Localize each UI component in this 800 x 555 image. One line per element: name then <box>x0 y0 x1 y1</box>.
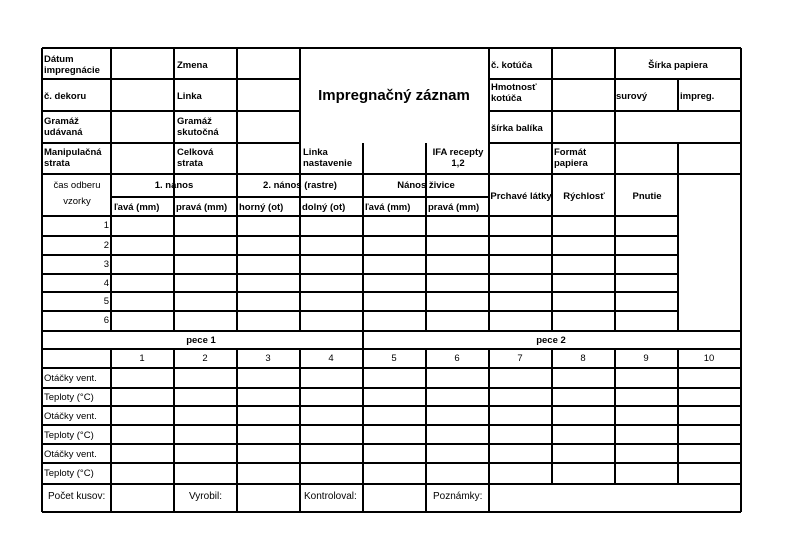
grid-line-h <box>42 462 741 464</box>
grid-line-v <box>551 143 553 174</box>
label-horny-ot: horný (ot) <box>239 202 284 213</box>
label-zmena: Zmena <box>177 60 208 71</box>
grid-line-v <box>362 174 364 331</box>
pece-zone-number: 9 <box>643 353 649 364</box>
grid-line-v <box>110 174 112 331</box>
label-pece-2: pece 2 <box>536 335 566 346</box>
label-gramaz-skutocna: Gramáž skutočná <box>177 116 219 138</box>
label-pece-1: pece 1 <box>186 335 216 346</box>
grid-line-v <box>236 174 238 331</box>
label-kontroloval: Kontroloval: <box>304 491 357 502</box>
sample-row-number: 6 <box>103 315 109 326</box>
label-linka: Linka <box>177 91 202 102</box>
label-c-dekoru: č. dekoru <box>44 91 87 102</box>
label-poznamky: Poznámky: <box>433 491 483 502</box>
grid-line-h <box>42 291 678 293</box>
pece-zone-number: 7 <box>517 353 523 364</box>
pece-row-label: Otáčky vent. <box>44 373 97 384</box>
grid-line-v <box>299 48 301 174</box>
grid-line-v <box>110 484 112 512</box>
pece-zone-number: 10 <box>703 353 715 364</box>
grid-line-h <box>42 330 741 332</box>
label-sirka-papiera: Šírka papiera <box>648 60 708 71</box>
grid-line-h <box>42 310 678 312</box>
grid-line-h <box>42 78 300 80</box>
pece-row-label: Teploty (°C) <box>44 468 94 479</box>
label-surovy: surový <box>616 91 648 102</box>
label-pocet-kusov: Počet kusov: <box>48 491 106 502</box>
grid-line-v <box>425 143 427 174</box>
label-hmotnost-kotuca: Hmotnosť kotúča <box>491 82 537 104</box>
grid-line-v <box>110 48 112 174</box>
label-lava-mm-1: ľavá (mm) <box>114 202 160 213</box>
grid-line-v <box>677 79 679 111</box>
pece-zone-number: 4 <box>328 353 334 364</box>
grid-line-h <box>42 235 678 237</box>
grid-line-v <box>362 331 364 349</box>
grid-line-h <box>42 110 300 112</box>
grid-line-h <box>42 273 678 275</box>
pece-zone-number: 6 <box>454 353 460 364</box>
label-nanos-zivice: Nános živice <box>397 180 455 191</box>
label-format-papiera: Formát papiera <box>554 147 588 169</box>
grid-line-v <box>425 484 427 512</box>
grid-line-h <box>42 405 741 407</box>
grid-line-v <box>236 484 238 512</box>
sample-row-number: 4 <box>103 278 109 289</box>
pece-row-label: Teploty (°C) <box>44 392 94 403</box>
grid-line-v <box>614 174 616 331</box>
label-vyrobil: Vyrobil: <box>189 491 222 502</box>
grid-line-h <box>42 215 678 217</box>
pece-zone-number: 8 <box>580 353 586 364</box>
grid-line-v <box>551 48 553 143</box>
grid-line-h <box>42 47 741 49</box>
label-rychlost: Rýchlosť <box>563 191 605 202</box>
sample-row-number: 1 <box>103 220 109 231</box>
label-prava-mm-1: pravá (mm) <box>176 202 228 213</box>
label-impreg: impreg. <box>680 91 715 102</box>
pece-row-label: Otáčky vent. <box>44 449 97 460</box>
label-gramaz-udavana: Gramáž udávaná <box>44 116 83 138</box>
label-manipulacna-strata: Manipulačná strata <box>44 147 102 169</box>
pece-row-label: Teploty (°C) <box>44 430 94 441</box>
pece-zone-number: 1 <box>139 353 145 364</box>
label-1-nanos: 1. nános <box>154 180 194 191</box>
grid-line-v <box>173 48 175 174</box>
label-dolny-ot: dolný (ot) <box>302 202 346 213</box>
grid-line-v <box>173 174 175 331</box>
grid-line-v <box>488 484 490 512</box>
label-cas-odberu: čas odberu vzorky <box>53 180 101 207</box>
sample-row-number: 3 <box>103 259 109 270</box>
grid-line-h <box>42 387 741 389</box>
label-datum-impregnacie: Dátum impregnácie <box>44 54 100 76</box>
pece-zone-number: 3 <box>265 353 271 364</box>
sample-row-number: 5 <box>103 296 109 307</box>
grid-line-v <box>488 48 490 174</box>
form-title: Impregnačný záznam <box>318 87 470 104</box>
pece-row-label: Otáčky vent. <box>44 411 97 422</box>
grid-line-v <box>173 484 175 512</box>
grid-line-v <box>299 484 301 512</box>
label-sirka-balika: šírka balíka <box>491 123 543 134</box>
grid-line-v <box>362 143 364 174</box>
grid-line-h <box>42 254 678 256</box>
grid-line-h <box>42 483 741 485</box>
grid-line-v <box>425 174 427 331</box>
label-linka-nastavenie: Linka nastavenie <box>303 147 353 169</box>
grid-line-h <box>42 348 741 350</box>
label-prava-mm-2: pravá (mm) <box>428 202 480 213</box>
pece-zone-number: 2 <box>202 353 208 364</box>
label-pnutie: Pnutie <box>632 191 662 202</box>
label-c-kotuca: č. kotúča <box>491 60 533 71</box>
grid-line-v <box>677 143 679 331</box>
label-prchave-latky: Prchavé látky <box>490 191 552 202</box>
pece-zone-number: 5 <box>391 353 397 364</box>
grid-line-h <box>42 142 300 144</box>
grid-line-h <box>42 443 741 445</box>
label-ifa-recepty: IFA recepty 1,2 <box>432 147 484 169</box>
grid-line-h <box>42 173 741 175</box>
label-celkova-strata: Celková strata <box>177 147 214 169</box>
grid-line-v <box>614 143 616 174</box>
grid-line-h <box>42 424 741 426</box>
label-lava-mm-2: ľavá (mm) <box>365 202 411 213</box>
grid-line-h <box>42 367 741 369</box>
grid-line-v <box>236 48 238 174</box>
label-2-nanos: 2. nános (rastre) <box>263 180 337 191</box>
sample-row-number: 2 <box>103 240 109 251</box>
grid-line-v <box>362 484 364 512</box>
grid-line-h <box>42 511 741 513</box>
grid-line-v <box>299 174 301 331</box>
